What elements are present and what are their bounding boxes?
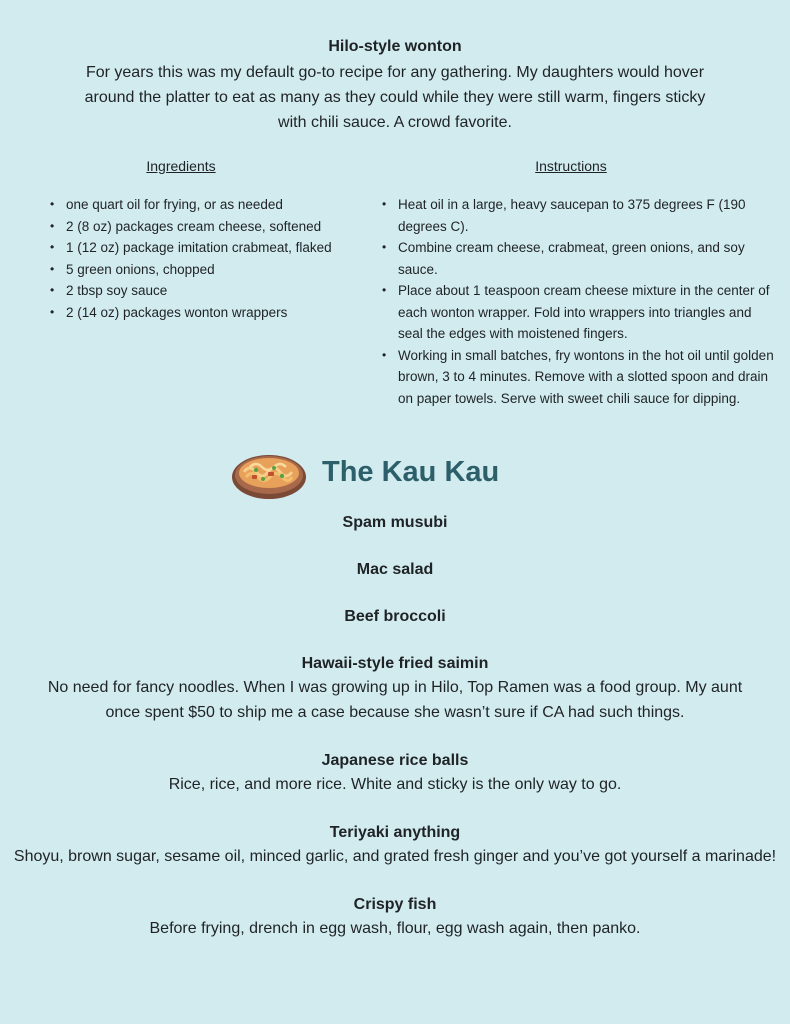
instructions-list	[366, 194, 776, 409]
recipe-title: Hilo-style wonton	[328, 38, 462, 55]
list-item: • 2 (14 oz) packages wonton wrappers	[50, 302, 362, 324]
dish-description: Shoyu, brown sugar, sesame oil, minced garlic, and grated fresh ginger and you’ve got yourself a marinade!	[13, 848, 777, 865]
list-item: • Heat oil in a large, heavy saucepan to 375 degrees F (190 degrees C).	[382, 194, 776, 237]
list-item: • Working in small batches, fry wontons in the hot oil until golden brown, 3 to 4 minutes. Remove with a slotted spoon and drain on paper towels. Serve with sweet chili sauce for dipping.	[382, 345, 776, 410]
recipe-intro: For years this was my default go-to recipe for any gathering. My daughters would hover around the platter to eat as many as they could while they were still warm, fingers sticky with chili sauce. A crowd favorite.	[84, 64, 706, 131]
instructions-column	[366, 158, 776, 409]
recipe-header	[0, 38, 790, 135]
list-item	[0, 512, 790, 534]
list-item	[0, 606, 790, 628]
dish-name: Mac salad	[356, 561, 434, 578]
dish-name: Crispy fish	[353, 896, 437, 913]
dish-name: Spam musubi	[342, 514, 448, 531]
list-item: • 5 green onions, chopped	[50, 259, 362, 281]
instructions-heading: Instructions	[535, 158, 607, 174]
list-item	[0, 559, 790, 581]
list-item: • 1 (12 oz) package imitation crabmeat, flaked	[50, 237, 362, 259]
list-item	[0, 653, 790, 725]
list-item	[0, 750, 790, 797]
ingredients-column	[0, 158, 362, 323]
dish-name: Japanese rice balls	[321, 752, 469, 769]
dish-list	[0, 512, 790, 966]
dish-name: Beef broccoli	[344, 608, 446, 625]
dish-description: Before frying, drench in egg wash, flour, egg wash again, then panko.	[149, 920, 641, 937]
noodle-bowl-icon	[230, 448, 308, 504]
dish-name: Teriyaki anything	[329, 824, 461, 841]
list-item: • Combine cream cheese, crabmeat, green onions, and soy sauce.	[382, 237, 776, 280]
list-item: • 2 tbsp soy sauce	[50, 280, 362, 302]
kau-kau-header	[230, 448, 530, 504]
list-item	[0, 894, 790, 941]
dish-description: Rice, rice, and more rice. White and sticky is the only way to go.	[168, 776, 622, 793]
list-item	[0, 822, 790, 869]
kau-kau-title: The Kau Kau	[322, 456, 500, 488]
list-item: • 2 (8 oz) packages cream cheese, softened	[50, 216, 362, 238]
dish-description: No need for fancy noodles. When I was growing up in Hilo, Top Ramen was a food group. My aunt once spent $50 to ship me a case because she wasn’t sure if CA had such things.	[47, 679, 743, 721]
ingredients-list	[0, 194, 362, 323]
list-item: • one quart oil for frying, or as needed	[50, 194, 362, 216]
ingredients-heading: Ingredients	[146, 158, 216, 174]
dish-name: Hawaii-style fried saimin	[301, 655, 489, 672]
list-item: • Place about 1 teaspoon cream cheese mixture in the center of each wonton wrapper. Fold into wrappers into triangles and seal the edges with moistened fingers.	[382, 280, 776, 345]
